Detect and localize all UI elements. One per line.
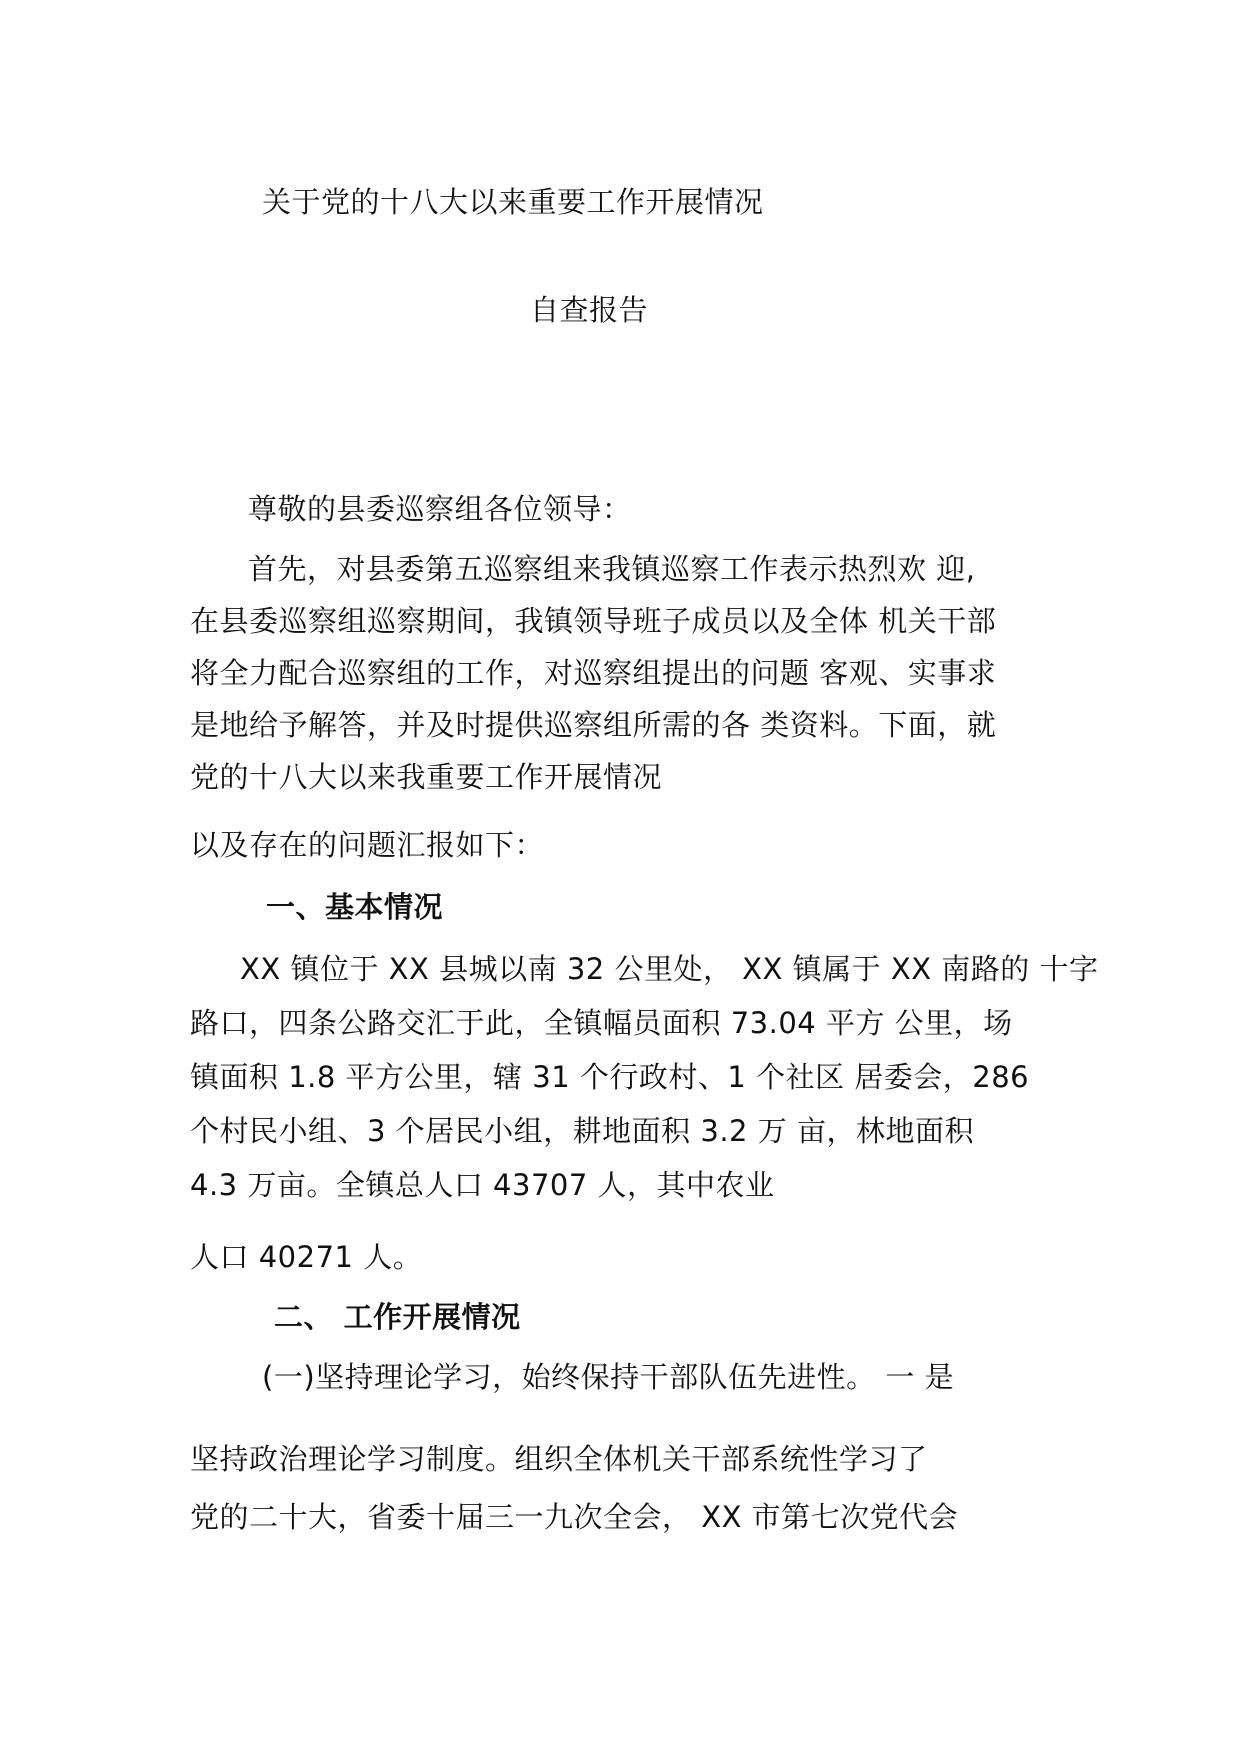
intro-line-2: 在县委巡察组巡察期间，我镇领导班子成员以及全体 机关干部 — [190, 604, 997, 638]
section-1-line-2: 路口，四条公路交汇于此，全镇幅员面积 73.04 平方 公里，场 — [190, 1006, 1013, 1040]
section-2-heading: 二、 工作开展情况 — [274, 1300, 521, 1334]
intro-line-3: 将全力配合巡察组的工作，对巡察组提出的问题 客观、实事求 — [190, 656, 997, 690]
section-2-line-1: 坚持政治理论学习制度。组织全体机关干部系统性学习了 — [190, 1442, 928, 1476]
section-1-heading: 一、基本情况 — [266, 890, 444, 924]
intro-line-4: 是地给予解答，并及时提供巡察组所需的各 类资料。下面，就 — [190, 708, 997, 742]
section-1-line-1: XX 镇位于 XX 县城以南 32 公里处， XX 镇属于 XX 南路的 十字 — [240, 952, 1099, 986]
section-1-line-5: 4.3 万亩。全镇总人口 43707 人，其中农业 — [190, 1168, 775, 1202]
section-1-line-6: 人口 40271 人。 — [190, 1240, 423, 1274]
intro-line-1: 首先，对县委第五巡察组来我镇巡察工作表示热烈欢 迎, — [248, 552, 976, 586]
section-2-line-2: 党的二十大，省委十届三一九次全会， XX 市第七次党代会 — [190, 1500, 959, 1534]
intro-line-5: 党的十八大以来我重要工作开展情况 — [190, 760, 663, 794]
section-1-line-3: 镇面积 1.8 平方公里，辖 31 个行政村、1 个社区 居委会，286 — [190, 1060, 1030, 1094]
section-1-line-4: 个村民小组、3 个居民小组，耕地面积 3.2 万 亩，林地面积 — [190, 1114, 974, 1148]
document-title-line-2: 自查报告 — [530, 293, 649, 327]
intro-line-6: 以及存在的问题汇报如下： — [190, 828, 545, 862]
section-2-subheading-1: (一)坚持理论学习，始终保持干部队伍先进性。 一 是 — [262, 1360, 955, 1394]
salutation: 尊敬的县委巡察组各位领导： — [248, 492, 632, 526]
document-title-line-1: 关于党的十八大以来重要工作开展情况 — [262, 185, 764, 219]
